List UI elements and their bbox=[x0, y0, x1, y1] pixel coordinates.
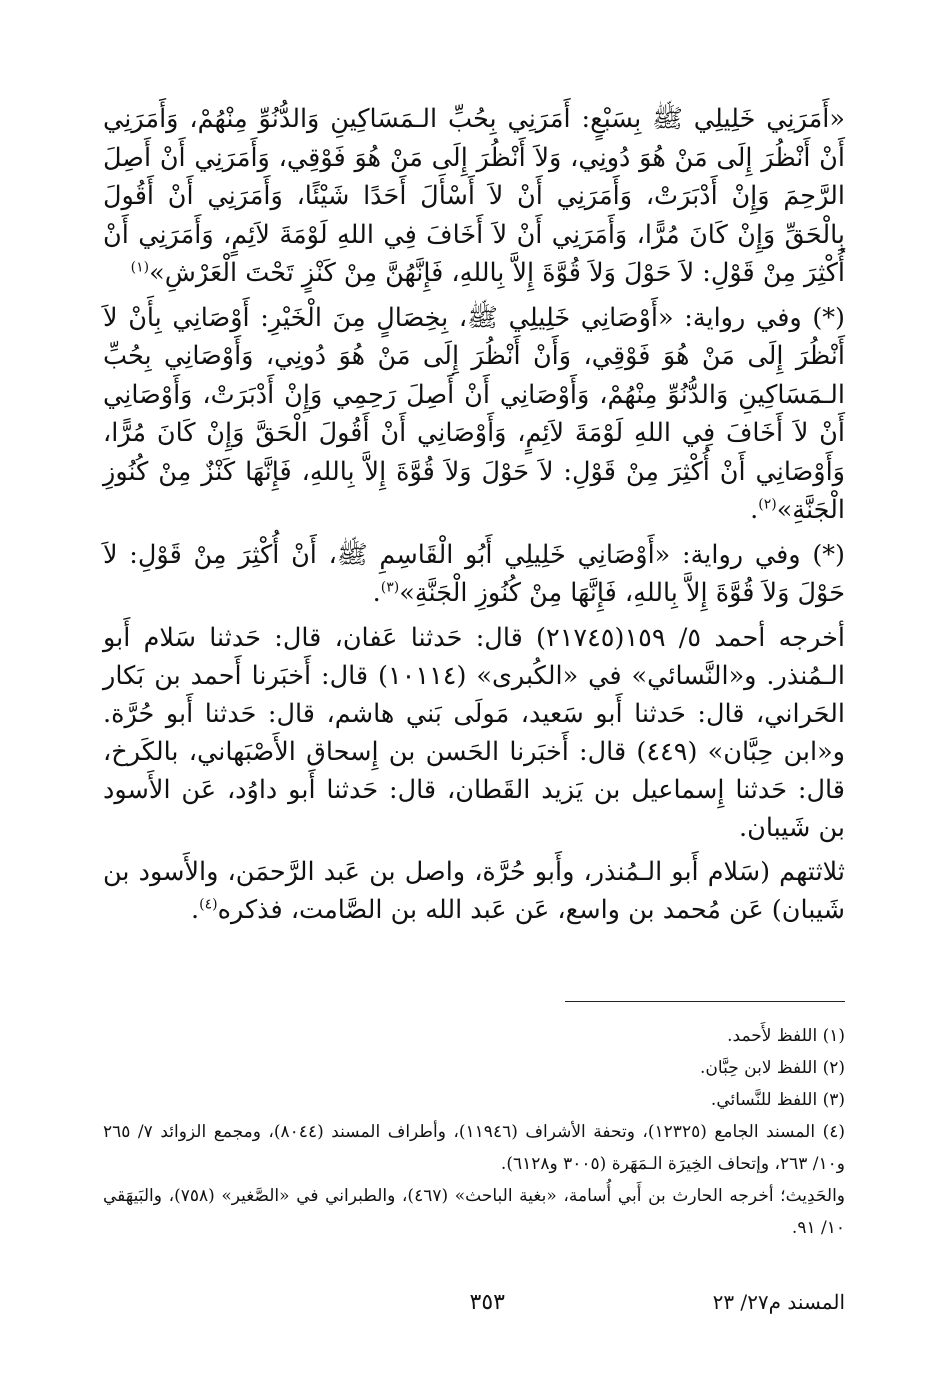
hadith-text-3: (*) وفي رواية: «أَوْصَانِي خَلِيلِي أَبُو الْقَاسِمِ ﷺ، أَنْ أُكْثِرَ مِنْ قَوْلِ: لاَ حَوْلَ وَلاَ قُوَّةَ إِلاَّ بِاللهِ، فَإِنَّهَا مِنْ كُنُوزِ الْجَنَّةِ» bbox=[103, 539, 845, 608]
hadith-text-1: «أَمَرَنِي خَلِيلِي ﷺ بِسَبْعٍ: أَمَرَنِي بِحُبِّ الـمَسَاكِينِ وَالدُّنُوِّ مِنْهُمْ، وَأَمَرَنِي أَنْ أَنْظُرَ إِلَى مَنْ هُوَ دُونِي، وَلاَ أَنْظُرَ إِلَى مَنْ هُوَ فَوْقِي، وَأَمَرَنِي أَنْ أَصِلَ الرَّحِمَ وَإِنْ أَدْبَرَتْ، وَأَمَرَنِي أَنْ لاَ أَسْأَلَ أَحَدًا شَيْئًا، وَأَمَرَنِي أَنْ أَقُولَ بِالْحَقِّ وَإِنْ كَانَ مُرًّا، وَأَمَرَنِي أَنْ لاَ أَخَافَ فِي اللهِ لَوْمَةَ لاَئِمٍ، وَأَمَرَنِي أَنْ أُكْثِرَ مِنْ قَوْلِ: لاَ حَوْلَ وَلاَ قُوَّةَ إِلاَّ بِاللهِ، فَإِنَّهُنَّ مِنْ كَنْزٍ تَحْتَ الْعَرْشِ» bbox=[103, 104, 845, 288]
hadith-text-2: (*) وفي رواية: «أَوْصَانِي خَلِيلِي ﷺ، بِخِصَالٍ مِنَ الْخَيْرِ: أَوْصَانِي بِأَنْ لاَ أَنْظُرَ إِلَى مَنْ هُوَ فَوْقِي، وَأَنْ أَنْظُرَ إِلَى مَنْ هُوَ دُونِي، وَأَوْصَانِي بِحُبِّ الـمَسَاكِينِ وَالدُّنُوِّ مِنْهُمْ، وَأَوْصَانِي أَنْ أَصِلَ رَحِمِي وَإِنْ أَدْبَرَتْ، وَأَوْصَانِي أَنْ لاَ أَخَافَ فِي اللهِ لَوْمَةَ لاَئِمٍ، وَأَوْصَانِي أَنْ أَقُولَ الْحَقَّ وَإِنْ كَانَ مُرًّا، وَأَوْصَانِي أَنْ أُكْثِرَ مِنْ قَوْلِ: لاَ حَوْلَ وَلاَ قُوَّةَ إِلاَّ بِاللهِ، فَإِنَّهَا كَنْزٌ مِنْ كُنُوزِ الْجَنَّةِ» bbox=[103, 302, 845, 525]
footnote-ref-1: (١) bbox=[130, 259, 150, 276]
book-volume-label: المسند م٢٧/ ٢٣ bbox=[712, 1290, 845, 1314]
summary-paragraph bbox=[103, 853, 845, 929]
hadith-paragraph-1 bbox=[103, 100, 845, 293]
page-footer bbox=[103, 1290, 845, 1320]
footnote-3: (٣) اللفظ للنَّسائي. bbox=[710, 1090, 845, 1110]
footnote-extra: والحَدِيث؛ أخرجه الحارث بن أَبي أُسامة، «بغية الباحث» (٤٦٧)، والطبراني في «الصَّغير» (٧٥٨)، والبَيهَقي ١٠/ ٩١. bbox=[103, 1186, 846, 1238]
hadith-paragraph-3: (*) وفي رواية: «أَوْصَانِي خَلِيلِي أَبُو الْقَاسِمِ ﷺ، أَنْ أُكْثِرَ مِنْ قَوْلِ: لاَ حَوْلَ وَلاَ قُوَّةَ إِلاَّ بِاللهِ، فَإِنَّهَا مِنْ كُنُوزِ الْجَنَّةِ»$^{(٣)}$. bbox=[103, 539, 845, 608]
summary-text: ثلاثتهم (سَلام أَبو الـمُنذر، وأَبو حُرَّة، واصل بن عَبد الرَّحمَن، والأَسود بن شَيبان) عَن مُحمد بن واسع، عَن عَبد الله بن الصَّامت، فذكره bbox=[103, 856, 845, 925]
footnote-ref-2: (٢) bbox=[758, 496, 777, 513]
footnote-2: (٢) اللفظ لابن حِبَّان. bbox=[700, 1058, 845, 1078]
hadith-paragraph-2: (*) وفي رواية: «أَوْصَانِي خَلِيلِي ﷺ، بِخِصَالٍ مِنَ الْخَيْرِ: أَوْصَانِي بِأَنْ لاَ أَنْظُرَ إِلَى مَنْ هُوَ فَوْقِي، وَأَنْ أَنْظُرَ إِلَى مَنْ هُوَ دُونِي، وَأَوْصَانِي بِحُبِّ الـمَسَاكِينِ وَالدُّنُوِّ مِنْهُمْ، وَأَوْصَانِي أَنْ أَصِلَ رَحِمِي وَإِنْ أَدْبَرَتْ، وَأَوْصَانِي أَنْ لاَ أَخَافَ فِي اللهِ لَوْمَةَ لاَئِمٍ، وَأَوْصَانِي أَنْ أَقُولَ الْحَقَّ وَإِنْ كَانَ مُرًّا، وَأَوْصَانِي أَنْ أُكْثِرَ مِنْ قَوْلِ: لاَ حَوْلَ وَلاَ قُوَّةَ إِلاَّ بِاللهِ، فَإِنَّهَا كَنْزٌ مِنْ كُنُوزِ الْجَنَّةِ»$^{(٢)}$. bbox=[103, 302, 845, 525]
takhrij-text: أخرجه أحمد ٥/ ١٥٩(٢١٧٤٥) قال: حَدثنا عَفان، قال: حَدثنا سَلام أَبو الـمُنذر. و«النَّسائي» في «الكُبرى» (١٠١١٤) قال: أَخبَرنا أَحمد بن بَكار الحَراني، قال: حَدثنا أَبو سَعيد، مَولَى بَني هاشم، قال: حَدثنا أَبو حُرَّة. و«ابن حِبَّان» (٤٤٩) قال: أَخبَرنا الحَسن بن إِسحاق الأَصْبَهاني، بالكَرخ، قال: حَدثنا إِسماعيل بن يَزيد القَطان، قال: حَدثنا أَبو داوُد، عَن الأَسود بن شَيبان. bbox=[103, 622, 846, 843]
footnote-separator bbox=[565, 1001, 845, 1002]
takhrij-paragraph bbox=[103, 619, 845, 847]
footnote-1: (١) اللفظ لأَحمد. bbox=[727, 1026, 845, 1046]
main-text bbox=[103, 100, 845, 935]
footnote-4: (٤) المسند الجامع (١٢٣٢٥)، وتحفة الأشراف (١١٩٤٦)، وأطراف المسند (٨٠٤٤)، ومجمع الزوائد ٧/ ٢٦٥ و١٠/ ٢٦٣، وإتحاف الخِيرَة الـمَهَرة (٣٠٠٥ و٦١٢٨). bbox=[103, 1122, 845, 1174]
footnotes bbox=[103, 1020, 845, 1244]
summary-end: . bbox=[191, 894, 200, 925]
footnote-ref-4: (٤) bbox=[199, 896, 218, 912]
page-number: ٣٥٣ bbox=[469, 1290, 505, 1315]
footnote-ref-3: (٣) bbox=[380, 579, 400, 596]
